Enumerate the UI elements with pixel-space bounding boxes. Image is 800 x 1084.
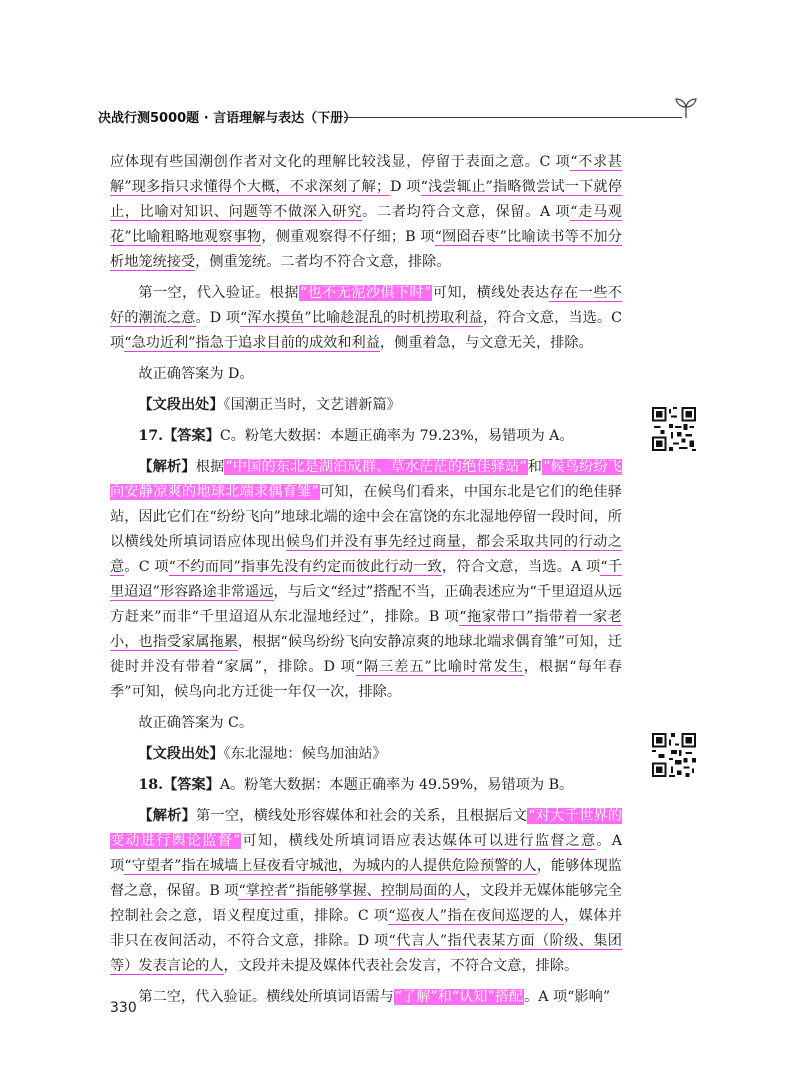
underlined-text: 存在一些不好的潮流之意 xyxy=(110,285,622,326)
text-run: C。粉笔大数据：本题正确率为 79.23%，易错项为 A。 xyxy=(219,428,574,444)
text-run: 。D 项 xyxy=(195,310,241,326)
underlined-text: 现多指只求懂得个大概，不求深刻了解； xyxy=(131,179,391,195)
underlined-text: 指能够掌握、控制局面的人 xyxy=(295,883,466,899)
underlined-text: 指带着一家老小，也指受家属拖累 xyxy=(110,609,622,650)
paragraph xyxy=(110,985,622,1010)
text-run: 《东北湿地：候鸟加油站》 xyxy=(223,746,387,762)
underlined-text: 指在夜间巡逻的人 xyxy=(446,908,565,924)
text-run: 根据 xyxy=(195,459,225,475)
highlighted-text: “中国的东北是湖泊成群、草水茫茫的绝佳驿站” xyxy=(225,459,527,475)
underlined-text: “隔三差五” xyxy=(355,659,432,675)
text-run: ，侧重着急，与文意无关，排除。 xyxy=(379,335,593,351)
text-run: ，符合文意，当选。C 项 xyxy=(110,310,622,351)
underlined-text: 形容路途非常遥远 xyxy=(159,584,274,600)
underlined-text: 指急于追求目前的成效和利益 xyxy=(195,335,380,351)
underlined-text: 比喻趁混乱的时机捞取利益 xyxy=(311,310,483,326)
text-run: ，能够体现监督之意，保留。B 项 xyxy=(110,858,622,899)
paragraph xyxy=(110,424,622,449)
underlined-text: “掌控者” xyxy=(238,883,296,899)
text-run: 第一空，横线处形容媒体和社会的关系，且根据后文 xyxy=(196,808,528,824)
paragraph xyxy=(110,281,622,356)
highlighted-text: “对大千世界的变动进行舆论监督” xyxy=(110,808,622,849)
section-label: 17.【答案】 xyxy=(138,428,220,444)
qr-code-icon[interactable] xyxy=(652,407,696,451)
page-number: 330 xyxy=(110,1000,137,1016)
qr-code-icon[interactable] xyxy=(652,733,696,777)
highlighted-text: “了解”和“认知”搭配 xyxy=(394,989,524,1005)
highlighted-text: “候鸟纷纷飞向安静凉爽的地球北端求偶育雏” xyxy=(110,459,622,500)
underlined-text: 指事先没有约定而彼此行动一致 xyxy=(240,559,442,575)
text-run: ，与后文“经过”搭配不当，正确表述应为“千里迢迢从远方赶来”而非“千里迢迢从东北湿地经过”，排除。B 项 xyxy=(110,584,622,625)
underlined-text: 比喻粗略地观察事物 xyxy=(131,229,262,245)
underlined-text: “守望者” xyxy=(124,858,182,874)
text-run: 可知，横线处所填词语应表达 xyxy=(241,833,443,849)
underlined-text: “代言人” xyxy=(388,933,448,949)
underlined-text: 指代表某方面（阶级、集团等）发表言论的人 xyxy=(110,933,622,974)
underlined-text: 指略微尝试一下就停止，比喻对知识、问题等不做深入研究 xyxy=(110,179,622,220)
section-label: 【文段出处】 xyxy=(138,397,224,413)
book-title: 决战行测5000题 · 言语理解与表达（下册） xyxy=(98,111,357,126)
text-run: 和 xyxy=(527,459,543,475)
text-run: ，侧重观察得不仔细；B 项 xyxy=(261,229,435,245)
underlined-text: “浅尝辄止” xyxy=(420,179,493,195)
underlined-text: 比喻时常发生 xyxy=(431,659,524,675)
text-run: ，符合文意，当选。A 项 xyxy=(441,559,601,575)
underlined-text: “不约而同” xyxy=(168,559,241,575)
highlighted-text: “也不无泥沙俱下时” xyxy=(299,285,432,301)
text-run: 可知，横线处表达 xyxy=(432,285,550,301)
text-run: 故正确答案为 D。 xyxy=(138,366,254,382)
underlined-text: “不求甚解” xyxy=(110,154,622,195)
paragraph xyxy=(110,773,622,798)
text-run: ，媒体并非只在夜间活动，不符合文意，排除。D 项 xyxy=(110,908,622,949)
text-run: ，文段并无媒体能够完全控制社会之意，语义程度过重，排除。C 项 xyxy=(110,883,622,924)
text-run: ，侧重笼统。二者均不符合文意，排除。 xyxy=(195,254,451,270)
text-run: ，文段并未提及媒体代表社会发言，不符合文意，排除。 xyxy=(223,958,579,974)
section-label: 【解析】 xyxy=(138,459,196,475)
header-rule xyxy=(344,117,682,118)
answer-explanations xyxy=(110,150,622,1016)
paragraph xyxy=(110,362,622,387)
text-run: 第一空，代入验证。根据 xyxy=(138,285,299,301)
text-run: D 项 xyxy=(390,179,421,195)
paragraph xyxy=(110,393,622,418)
section-label: 18.【答案】 xyxy=(138,777,220,793)
text-run: ，根据“候鸟纷纷飞向安静凉爽的地球北端求偶育雏”可知，迁徙时并没有带着“家属”，排除。D 项 xyxy=(110,634,622,675)
text-run: 。C 项 xyxy=(124,559,169,575)
underlined-text: “拖家带口” xyxy=(459,609,534,625)
underlined-text: “巡夜人” xyxy=(388,908,447,924)
sprout-icon xyxy=(674,97,698,119)
text-run: ，根据“每年春季”可知，候鸟向北方迁徙一年仅一次，排除。 xyxy=(110,659,622,700)
text-run: A。粉笔大数据：本题正确率为 49.59%，易错项为 B。 xyxy=(219,777,574,793)
underlined-text: “浑水摸鱼” xyxy=(240,310,312,326)
underlined-text: 媒体可以进行监督之意 xyxy=(442,833,597,849)
paragraph xyxy=(110,150,622,275)
text-run: 。A 项 xyxy=(110,833,622,874)
running-header xyxy=(98,103,698,127)
section-label: 【解析】 xyxy=(138,808,197,824)
section-label: 【文段出处】 xyxy=(138,746,224,762)
text-run: 可知，在候鸟们看来，中国东北是它们的绝佳驿站，因此它们在“纷纷飞向”地球北端的途中会在富饶的东北湿地停留一段时间，所以横线处所填词语应体现出 xyxy=(110,484,622,550)
text-run: 《国潮正当时，文艺谱新篇》 xyxy=(223,397,401,413)
paragraph xyxy=(110,742,622,767)
underlined-text: 比喻读书等不加分析地笼统接受 xyxy=(110,229,622,270)
paragraph xyxy=(110,804,622,979)
paragraph xyxy=(110,711,622,736)
paragraph xyxy=(110,455,622,705)
text-run: 故正确答案为 C。 xyxy=(138,715,254,731)
underlined-text: 候鸟们并没有事先经过商量，都会采取共同的行动之意 xyxy=(110,534,622,575)
underlined-text: “囫囵吞枣” xyxy=(434,229,507,245)
underlined-text: 指在城墙上昼夜看守城池，为城内的人提供危险预警的人 xyxy=(181,858,537,874)
underlined-text: “走马观花” xyxy=(110,204,622,245)
underlined-text: “千里迢迢” xyxy=(110,559,622,600)
text-run: 应体现有些国潮创作者对文化的理解比较浅显，停留于表面之意。C 项 xyxy=(110,154,571,170)
underlined-text: “急功近利” xyxy=(124,335,196,351)
text-run: 。二者均符合文意，保留。A 项 xyxy=(362,204,571,220)
text-run: 第二空，代入验证。横线处所填词语需与 xyxy=(138,989,394,1005)
text-run: 。A 项“影响” xyxy=(524,989,611,1005)
